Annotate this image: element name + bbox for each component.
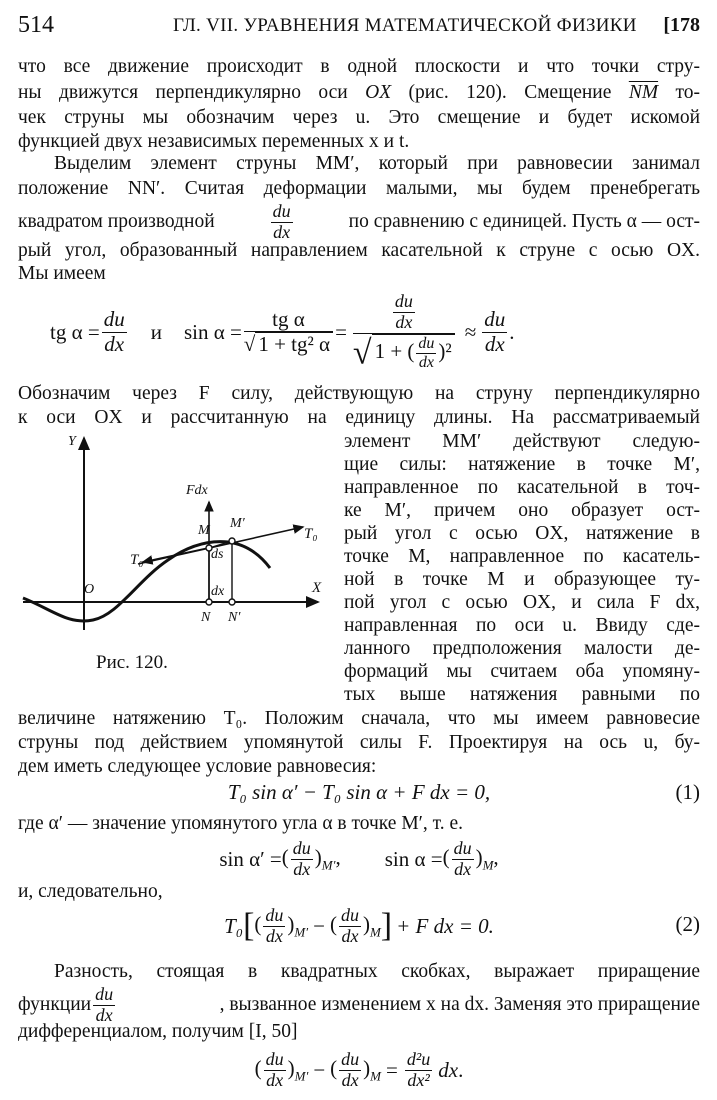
- section-number: [178: [663, 14, 700, 36]
- page-number: 514: [18, 12, 54, 38]
- text-line: где α′ — значение упомянутого угла α в точке M′, т. е.: [18, 813, 464, 834]
- label-N: N: [201, 610, 211, 625]
- chapter-title: ГЛ. VII. УРАВНЕНИЯ МАТЕМАТИЧЕСКОЙ ФИЗИКИ: [173, 15, 637, 36]
- text-line: положение NN′. Считая деформации малыми, мы будем пренебрегать: [18, 178, 700, 199]
- text-line: чек струны мы обозначим через u. Это смещение и будет искомой: [18, 107, 700, 128]
- label-ds: ds: [211, 547, 224, 562]
- text-line: Обозначим через F силу, действующую на струну перпендикулярно: [18, 383, 700, 404]
- equation-differential: ( $\frac{du}{dx}$ )$_{M'}$ − ( $\frac{du}{dx}$ )$_M$ = $\frac{\text{d²u}}{\text{dx²}}$ dx .: [254, 1048, 464, 1090]
- point-Mprime: [229, 538, 235, 544]
- text-line: квадратом производной $\frac{du}{dx}$ по сравнению с единицей. Пусть α — ост-: [18, 201, 700, 242]
- text-line: рый угол с осью OX, натяжение в: [344, 523, 700, 544]
- label-Mprime: M′: [230, 516, 245, 531]
- label-M: M: [198, 523, 210, 538]
- text-line: Разность, стоящая в квадратных скобках, выражает приращение: [54, 961, 700, 982]
- label-Y: Y: [68, 434, 76, 449]
- text-line: рый угол, образованный направлением касательной к струне с осью OX.: [18, 240, 700, 261]
- text-line: пой угол с осью OX, и сила F dx,: [344, 592, 700, 613]
- text-line: величине натяжению T₀. Положим сначала, что мы имеем равновесие: [18, 708, 700, 729]
- text-line: функцией двух независимых переменных x и t.: [18, 131, 410, 152]
- text-line: что все движение происходит в одной плоскости и что точки стру-: [18, 56, 700, 77]
- text-line: ны движутся перпендикулярно оси OX (рис. 120). Смещение $\overline{NM}$ то-: [18, 82, 700, 103]
- text-line: формаций мы считаем оба упомяну-: [344, 661, 700, 682]
- equation-tg-sin: tg α = $\frac{du}{dx}$ и sin α = $\frac{\text{tg α}}{\text{√ 1 + tg² α}}$ = $\frac{du}{dx}$ √ 1 + ( $\frac{du}{dx}$ )² ≈ $\frac{du}{dx}$ .: [50, 291, 515, 372]
- text-line: и, следовательно,: [18, 881, 163, 902]
- equation-2: T₀ [ ( $\frac{du}{dx}$ )$_{M'}$ − ( $\frac{du}{dx}$ )$_M$ ] + F dx = 0.: [224, 904, 494, 946]
- running-header: [18, 12, 700, 38]
- label-T0-left: T₀: [130, 552, 144, 568]
- label-Nprime: N′: [228, 610, 241, 625]
- book-page: [18, 0, 700, 1100]
- label-Fdx: Fdx: [186, 483, 208, 498]
- equation-sin-values: sin α′ = ( $\frac{du}{dx}$ )$_{M'}$, sin α = ( $\frac{du}{dx}$ )$_M$,: [219, 837, 499, 879]
- text-line: щие силы: натяжение в точке M′,: [344, 454, 700, 475]
- label-T0-right: T₀: [304, 526, 318, 542]
- text-line: ланного предположения малости де-: [344, 638, 700, 659]
- point-Nprime: [229, 599, 235, 605]
- text-line: дем иметь следующее условие равновесия:: [18, 756, 377, 777]
- text-line: ной в точке M и образующее ту-: [344, 569, 700, 590]
- text-line: Мы имеем: [18, 263, 106, 284]
- label-O: O: [84, 582, 95, 597]
- text-line: к оси OX и рассчитанную на единицу длины. На рассматриваемый: [18, 407, 700, 428]
- text-line: ке M′, причем оно образует ост-: [344, 500, 700, 521]
- figure-string-element: [18, 430, 338, 695]
- text-line: направленное по касательной в точ-: [344, 477, 700, 498]
- text-line: дифференциалом, получим [I, 50]: [18, 1021, 298, 1042]
- text-line: направленная по оси u. Ввиду сде-: [344, 615, 700, 636]
- label-X: X: [312, 580, 322, 596]
- equation-1: T₀ sin α′ − T₀ sin α + F dx = 0,: [227, 780, 491, 804]
- equation-number-2: (2): [675, 912, 700, 936]
- text-line: тых выше натяжения равными по: [344, 684, 700, 705]
- text-line: точке M, направленное по касатель-: [344, 546, 700, 567]
- text-line: функции $\frac{du}{dx}$ , вызванное изменением x на dx. Заменяя это приращение: [18, 984, 700, 1025]
- figure-caption: Рис. 120.: [96, 652, 168, 673]
- equation-number-1: (1): [675, 780, 700, 804]
- text-line: элемент MM′ действуют следую-: [344, 431, 700, 452]
- text-line: Выделим элемент струны MM′, который при равновесии занимал: [54, 153, 700, 174]
- text-line: струны под действием упомянутой силы F. Проектируя на ось u, бу-: [18, 732, 700, 753]
- label-dx: dx: [211, 584, 225, 599]
- tangent-left-arrow: [143, 548, 208, 562]
